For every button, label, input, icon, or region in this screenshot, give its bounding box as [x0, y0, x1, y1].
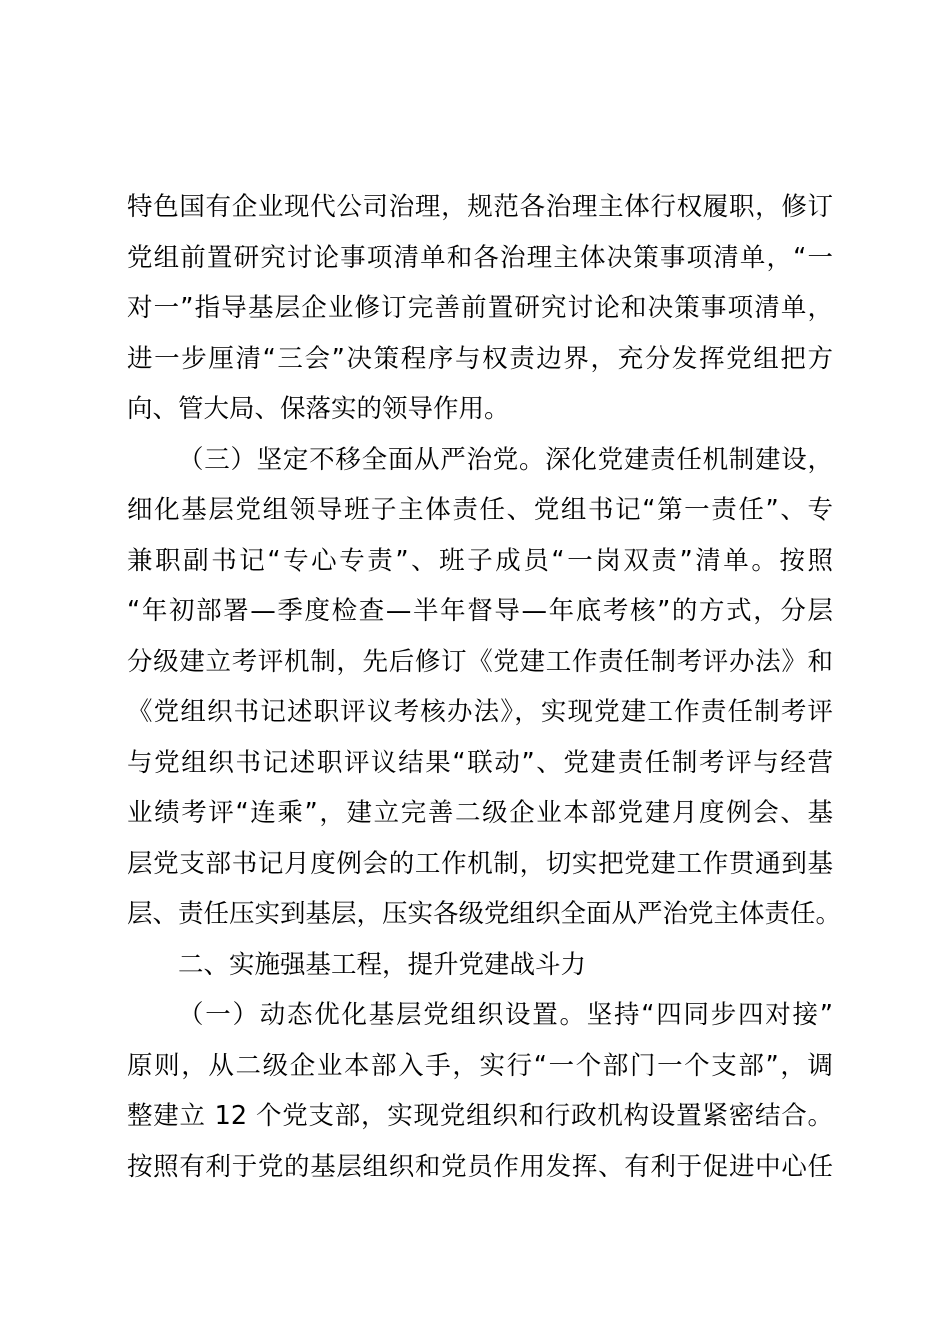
- text-line: 业绩考评“连乘”，建立完善二级企业本部党建月度例会、基: [127, 798, 833, 828]
- text-line: 兼职副书记“专心专责”、班子成员“一岗双责”清单。按照: [127, 545, 833, 576]
- text-line: 按照有利于党的基层组织和党员作用发挥、有利于促进中心任: [127, 1151, 833, 1182]
- text-line: 特色国有企业现代公司治理，规范各治理主体行权履职，修订: [127, 192, 833, 222]
- section-heading-line: （一）动态优化基层党组织设置。坚持“四同步四对接”: [178, 1000, 833, 1030]
- chapter-heading: 二、实施强基工程，提升党建战斗力: [178, 949, 587, 980]
- text-line: 层党支部书记月度例会的工作机制，切实把党建工作贯通到基: [127, 848, 833, 879]
- text-line: 党组前置研究讨论事项清单和各治理主体决策事项清单，“一: [127, 242, 833, 273]
- text-line: 向、管大局、保落实的领导作用。: [127, 394, 510, 424]
- text-line: 细化基层党组领导班子主体责任、党组书记“第一责任”、专: [127, 495, 833, 525]
- text-line: 《党组织书记述职评议考核办法》，实现党建工作责任制考评: [127, 697, 833, 727]
- section-heading-line: （三）坚定不移全面从严治党。深化党建责任机制建设，: [178, 444, 833, 475]
- text-line: 进一步厘清“三会”决策程序与权责边界，充分发挥党组把方: [127, 343, 833, 374]
- text-line: 原则，从二级企业本部入手，实行“一个部门一个支部”，调: [127, 1050, 833, 1081]
- body-text: [127, 182, 842, 1192]
- text-line: 层、责任压实到基层，压实各级党组织全面从严治党主体责任。: [127, 899, 842, 929]
- text-line: 与党组织书记述职评议结果“联动”、党建责任制考评与经营: [127, 747, 833, 778]
- text-line: 分级建立考评机制，先后修订《党建工作责任制考评办法》和: [127, 646, 833, 677]
- text-line: “年初部署—季度检查—半年督导—年底考核”的方式，分层: [127, 596, 833, 626]
- text-line: 整建立 12 个党支部，实现党组织和行政机构设置紧密结合。: [127, 1101, 833, 1131]
- text-line: 对一”指导基层企业修订完善前置研究讨论和决策事项清单，: [127, 293, 833, 323]
